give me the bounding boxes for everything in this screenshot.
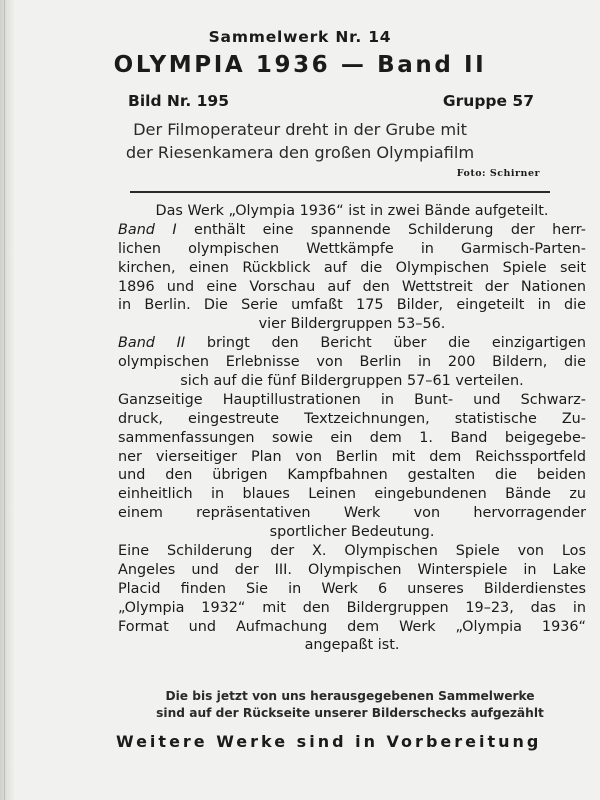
description-text [118,202,586,655]
text-line: vier Bildergruppen 53–56. [258,316,446,333]
text-line: druck, eingestreute Textzeichnungen, statistische Zu- [118,410,586,427]
text-line: Angeles und der III. Olympischen Winterspiele in Lake [118,561,586,578]
text-line: Eine Schilderung der X. Olympischen Spiele von Los [118,543,586,560]
note-line-1: Die bis jetzt von uns herausgegebenen Sammelwerke [165,689,535,703]
photo-credit: Foto: Schirner [456,168,540,179]
text-line: in Berlin. Die Serie umfaßt 175 Bilder, eingeteilt in die [118,297,586,314]
text-line: Ganzseitige Hauptillustrationen in Bunt- und Schwarz- [118,391,586,408]
text-line: 1896 und eine Vorschau auf den Wettstreit der Nationen [118,278,586,295]
text-line [118,334,586,353]
text-line: sammenfassungen sowie ein dem 1. Band beigegebe- [118,429,586,446]
text-line: und den übrigen Kampfbahnen gestalten die beiden [118,467,586,484]
text-line: olympischen Erlebnisse von Berlin in 200 Bildern, die [118,354,586,371]
text-line: einheitlich in blaues Leinen eingebundenen Bände zu [118,486,586,503]
picture-number: Bild Nr. 195 [128,92,229,110]
footer-announcement: Weitere Werke sind in Vorbereitung [116,732,542,751]
text-line: ner vierseitiger Plan von Berlin mit dem Reichssportfeld [118,448,586,465]
text-line: Format und Aufmachung dem Werk „Olympia 1936“ [118,618,586,635]
caption-line-1: Der Filmoperateur dreht in der Grube mit [133,120,467,139]
band-label: Band I [118,221,177,238]
text-line: sich auf die fünf Bildergruppen 57–61 verteilen. [180,373,524,390]
text-line: „Olympia 1932“ mit den Bildergruppen 19–23, das in [118,599,586,616]
text-line: Placid finden Sie in Werk 6 unseres Bilderdienstes [118,580,586,597]
text-line: lichen olympischen Wettkämpfe in Garmisch-Parten- [118,240,586,257]
series-label: Sammelwerk Nr. 14 [208,28,392,46]
band-label: Band II [118,335,186,352]
group-label: Gruppe 57 [442,92,534,110]
text-line [118,221,586,240]
text-line: kirchen, einen Rückblick auf die Olympischen Spiele seit [118,259,586,276]
text-segment: bringt den Bericht über die einzigartigen [185,335,586,352]
text-line: angepaßt ist. [304,637,400,654]
divider-rule [130,191,550,193]
page-title: OLYMPIA 1936 — Band II [113,52,487,78]
text-line: sportlicher Bedeutung. [269,524,435,541]
text-line: einem repräsentativen Werk von hervorragender [118,505,586,522]
text-line: Das Werk „Olympia 1936“ ist in zwei Bände aufgeteilt. [155,203,549,219]
note-line-2: sind auf der Rückseite unserer Bilderschecks aufgezählt [156,706,544,720]
caption-line-2: der Riesenkamera den großen Olympiafilm [125,143,475,162]
text-segment: enthält eine spannende Schilderung der herr- [176,221,586,238]
